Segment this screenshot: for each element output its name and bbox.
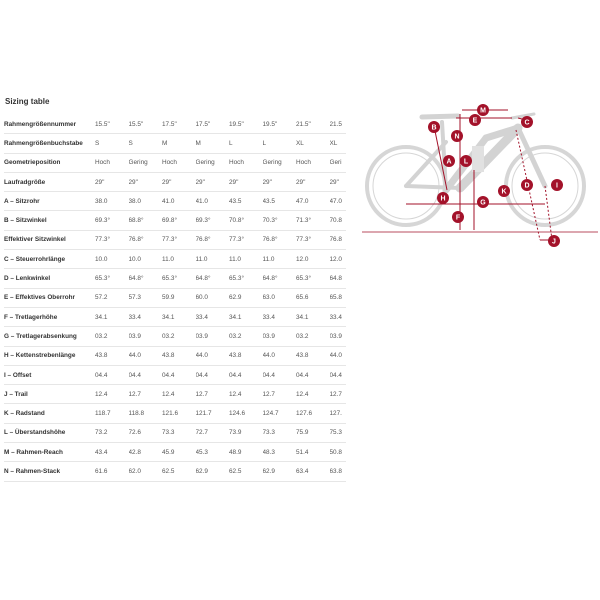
table-cell: 15.5" — [95, 115, 129, 134]
table-cell: 127. — [330, 404, 346, 423]
row-label: D – Lenkwinkel — [4, 269, 95, 288]
table-cell: 19.5" — [263, 115, 297, 134]
bike-geometry-diagram — [362, 100, 598, 260]
table-cell: 65.3° — [162, 269, 196, 288]
row-label: E – Effektives Oberrohr — [4, 288, 95, 307]
table-cell: 41.0 — [162, 192, 196, 211]
table-cell: 11.0 — [196, 250, 230, 269]
row-label: Geometrieposition — [4, 153, 95, 172]
row-label: Effektiver Sitzwinkel — [4, 230, 95, 249]
table-cell: 45.3 — [196, 443, 230, 462]
table-cell: 121.7 — [196, 404, 230, 423]
badge-label-A: A — [446, 158, 452, 166]
table-cell: Hoch — [95, 153, 129, 172]
row-label: Rahmengrößennummer — [4, 115, 95, 134]
table-cell: 04.4 — [162, 365, 196, 384]
table-cell: 43.8 — [95, 346, 129, 365]
table-cell: 03.2 — [229, 327, 263, 346]
table-cell: 34.1 — [229, 307, 263, 326]
row-label: B – Sitzwinkel — [4, 211, 95, 230]
table-cell: 118.7 — [95, 404, 129, 423]
badge-B — [428, 121, 440, 133]
badge-N — [451, 130, 463, 142]
table-row — [4, 269, 346, 288]
table-cell: 29" — [196, 172, 230, 191]
table-cell: XL — [296, 134, 330, 153]
table-cell: 65.3° — [296, 269, 330, 288]
table-cell: Hoch — [296, 153, 330, 172]
badge-label-L: L — [463, 158, 469, 166]
table-row — [4, 385, 346, 404]
table-cell: Geri — [330, 153, 346, 172]
badge-label-M: M — [480, 107, 486, 115]
table-cell: 21.5" — [296, 115, 330, 134]
table-cell: 69.3° — [95, 211, 129, 230]
table-cell: 11.0 — [162, 250, 196, 269]
table-cell: 29" — [162, 172, 196, 191]
table-cell: 62.9 — [196, 462, 230, 481]
badge-label-F: F — [455, 214, 461, 222]
table-cell: 04.4 — [296, 365, 330, 384]
table-cell: 11.0 — [263, 250, 297, 269]
table-cell: 33.4 — [263, 307, 297, 326]
table-cell: 34.1 — [95, 307, 129, 326]
table-cell: 44.0 — [196, 346, 230, 365]
row-label: N – Rahmen-Stack — [4, 462, 95, 481]
table-cell: 63.4 — [296, 462, 330, 481]
table-cell: 03.9 — [129, 327, 163, 346]
table-cell: 12.0 — [296, 250, 330, 269]
table-cell: 43.5 — [229, 192, 263, 211]
badge-label-E: E — [472, 117, 478, 125]
row-label: Laufradgröße — [4, 172, 95, 191]
table-row — [4, 462, 346, 481]
row-label: M – Rahmen-Reach — [4, 443, 95, 462]
badge-label-D: D — [524, 182, 530, 190]
row-label: L – Überstandshöhe — [4, 423, 95, 442]
badge-I — [551, 179, 563, 191]
table-row — [4, 327, 346, 346]
table-cell: 45.9 — [162, 443, 196, 462]
table-cell: 72.6 — [129, 423, 163, 442]
table-cell: Hoch — [229, 153, 263, 172]
table-cell: 42.8 — [129, 443, 163, 462]
table-cell: 38.0 — [129, 192, 163, 211]
table-cell: 62.5 — [162, 462, 196, 481]
table-cell: 59.9 — [162, 288, 196, 307]
table-cell: 34.1 — [162, 307, 196, 326]
table-cell: 12.4 — [229, 385, 263, 404]
table-cell: 29" — [129, 172, 163, 191]
table-cell: 04.4 — [196, 365, 230, 384]
table-cell: 29" — [263, 172, 297, 191]
table-cell: 118.8 — [129, 404, 163, 423]
table-cell: 43.4 — [95, 443, 129, 462]
table-cell: S — [129, 134, 163, 153]
table-cell: 69.8° — [162, 211, 196, 230]
table-row — [4, 153, 346, 172]
row-label: K – Radstand — [4, 404, 95, 423]
badge-L — [460, 155, 472, 167]
table-cell: 04.4 — [330, 365, 346, 384]
table-cell: 76.8 — [330, 230, 346, 249]
table-cell: 12.7 — [129, 385, 163, 404]
table-cell: 29" — [229, 172, 263, 191]
badge-label-I: I — [556, 182, 558, 190]
table-cell: 12.7 — [196, 385, 230, 404]
row-label: G – Tretlagerabsenkung — [4, 327, 95, 346]
badge-label-C: C — [524, 119, 530, 127]
table-cell: 48.9 — [229, 443, 263, 462]
badge-label-N: N — [454, 133, 460, 141]
row-label: I – Offset — [4, 365, 95, 384]
table-cell: 73.3 — [263, 423, 297, 442]
table-cell: 68.8° — [129, 211, 163, 230]
table-cell: 63.8 — [330, 462, 346, 481]
table-cell: 33.4 — [196, 307, 230, 326]
table-cell: 77.3° — [296, 230, 330, 249]
table-cell: 12.7 — [263, 385, 297, 404]
table-cell: 62.5 — [229, 462, 263, 481]
table-cell: 03.2 — [296, 327, 330, 346]
table-cell: 21.5 — [330, 115, 346, 134]
table-row — [4, 404, 346, 423]
table-row — [4, 423, 346, 442]
table-cell: Gering — [263, 153, 297, 172]
table-row — [4, 192, 346, 211]
table-cell: 04.4 — [95, 365, 129, 384]
badge-K — [498, 185, 510, 197]
table-row — [4, 288, 346, 307]
badge-M — [477, 104, 489, 116]
table-cell: 12.0 — [330, 250, 346, 269]
table-cell: 12.7 — [330, 385, 346, 404]
table-cell: M — [162, 134, 196, 153]
table-cell: Gering — [196, 153, 230, 172]
badge-label-B: B — [431, 124, 437, 132]
table-cell: 15.5" — [129, 115, 163, 134]
table-cell: 64.8° — [129, 269, 163, 288]
table-cell: 29" — [296, 172, 330, 191]
table-row — [4, 230, 346, 249]
table-cell: 43.8 — [296, 346, 330, 365]
table-cell: 44.0 — [129, 346, 163, 365]
table-cell: 03.9 — [196, 327, 230, 346]
table-cell: Gering — [129, 153, 163, 172]
table-cell: 41.0 — [196, 192, 230, 211]
badge-G — [477, 196, 489, 208]
table-cell: 64.8 — [330, 269, 346, 288]
table-cell: XL — [330, 134, 346, 153]
badge-J — [548, 235, 560, 247]
table-cell: 62.9 — [229, 288, 263, 307]
table-cell: 51.4 — [296, 443, 330, 462]
table-cell: 70.8 — [330, 211, 346, 230]
table-cell: 03.2 — [95, 327, 129, 346]
table-cell: 33.4 — [330, 307, 346, 326]
table-cell: L — [229, 134, 263, 153]
table-cell: 60.0 — [196, 288, 230, 307]
table-cell: 44.0 — [263, 346, 297, 365]
row-label: J – Trail — [4, 385, 95, 404]
table-cell: 124.6 — [229, 404, 263, 423]
table-cell: 04.4 — [263, 365, 297, 384]
table-cell: 62.9 — [263, 462, 297, 481]
table-cell: 11.0 — [229, 250, 263, 269]
table-cell: 65.6 — [296, 288, 330, 307]
table-cell: 63.0 — [263, 288, 297, 307]
table-cell: 73.3 — [162, 423, 196, 442]
table-row — [4, 307, 346, 326]
table-cell: 71.3° — [296, 211, 330, 230]
table-cell: 75.9 — [296, 423, 330, 442]
table-row — [4, 250, 346, 269]
table-cell: Hoch — [162, 153, 196, 172]
badge-label-G: G — [480, 199, 486, 207]
table-cell: 76.8° — [196, 230, 230, 249]
table-cell: 19.5" — [229, 115, 263, 134]
table-cell: 121.6 — [162, 404, 196, 423]
table-cell: 72.7 — [196, 423, 230, 442]
table-cell: 03.2 — [162, 327, 196, 346]
table-cell: 65.3° — [229, 269, 263, 288]
row-label: H – Kettenstrebenlänge — [4, 346, 95, 365]
table-cell: 64.8° — [263, 269, 297, 288]
table-cell: 124.7 — [263, 404, 297, 423]
table-cell: 34.1 — [296, 307, 330, 326]
table-cell: 73.2 — [95, 423, 129, 442]
table-cell: 76.8° — [129, 230, 163, 249]
table-cell: 29" — [330, 172, 346, 191]
table-cell: 61.6 — [95, 462, 129, 481]
table-row — [4, 443, 346, 462]
table-cell: 75.3 — [330, 423, 346, 442]
table-cell: 70.3° — [263, 211, 297, 230]
row-label: A – Sitzrohr — [4, 192, 95, 211]
table-cell: 65.3° — [95, 269, 129, 288]
table-cell: 03.9 — [330, 327, 346, 346]
table-cell: 76.8° — [263, 230, 297, 249]
badge-A — [443, 155, 455, 167]
table-cell: 12.4 — [296, 385, 330, 404]
badge-D — [521, 179, 533, 191]
badge-F — [452, 211, 464, 223]
table-row — [4, 365, 346, 384]
table-cell: 17.5" — [162, 115, 196, 134]
row-label: C – Steuerrohrlänge — [4, 250, 95, 269]
table-row — [4, 346, 346, 365]
table-cell: 64.8° — [196, 269, 230, 288]
table-cell: 77.3° — [229, 230, 263, 249]
table-cell: 04.4 — [229, 365, 263, 384]
table-cell: 43.8 — [229, 346, 263, 365]
table-cell: 57.2 — [95, 288, 129, 307]
table-cell: 44.0 — [330, 346, 346, 365]
suspension-shock — [472, 146, 484, 172]
table-cell: 65.8 — [330, 288, 346, 307]
badge-label-K: K — [501, 188, 507, 196]
table-cell: 29" — [95, 172, 129, 191]
table-cell: 70.8° — [229, 211, 263, 230]
sizing-table-title: Sizing table — [5, 97, 50, 106]
table-cell: 43.5 — [263, 192, 297, 211]
table-row — [4, 134, 346, 153]
table-cell: 17.5" — [196, 115, 230, 134]
table-cell: L — [263, 134, 297, 153]
table-cell: 47.0 — [296, 192, 330, 211]
table-cell: 10.0 — [95, 250, 129, 269]
table-cell: 10.0 — [129, 250, 163, 269]
table-cell: 77.3° — [162, 230, 196, 249]
sizing-table — [4, 115, 346, 482]
table-cell: S — [95, 134, 129, 153]
table-cell: 62.0 — [129, 462, 163, 481]
table-cell: 69.3° — [196, 211, 230, 230]
table-cell: M — [196, 134, 230, 153]
table-row — [4, 211, 346, 230]
table-cell: 73.9 — [229, 423, 263, 442]
table-cell: 12.4 — [162, 385, 196, 404]
table-cell: 12.4 — [95, 385, 129, 404]
table-cell: 50.8 — [330, 443, 346, 462]
badge-C — [521, 116, 533, 128]
table-cell: 47.0 — [330, 192, 346, 211]
badge-E — [469, 114, 481, 126]
table-cell: 04.4 — [129, 365, 163, 384]
table-cell: 43.8 — [162, 346, 196, 365]
badge-label-J: J — [552, 238, 556, 246]
table-cell: 38.0 — [95, 192, 129, 211]
table-cell: 127.6 — [296, 404, 330, 423]
table-cell: 77.3° — [95, 230, 129, 249]
row-label: Rahmengrößenbuchstabe — [4, 134, 95, 153]
table-cell: 57.3 — [129, 288, 163, 307]
table-cell: 03.9 — [263, 327, 297, 346]
table-row — [4, 115, 346, 134]
table-row — [4, 172, 346, 191]
table-cell: 33.4 — [129, 307, 163, 326]
badge-H — [437, 192, 449, 204]
badge-label-H: H — [440, 195, 446, 203]
row-label: F – Tretlagerhöhe — [4, 307, 95, 326]
table-cell: 48.3 — [263, 443, 297, 462]
